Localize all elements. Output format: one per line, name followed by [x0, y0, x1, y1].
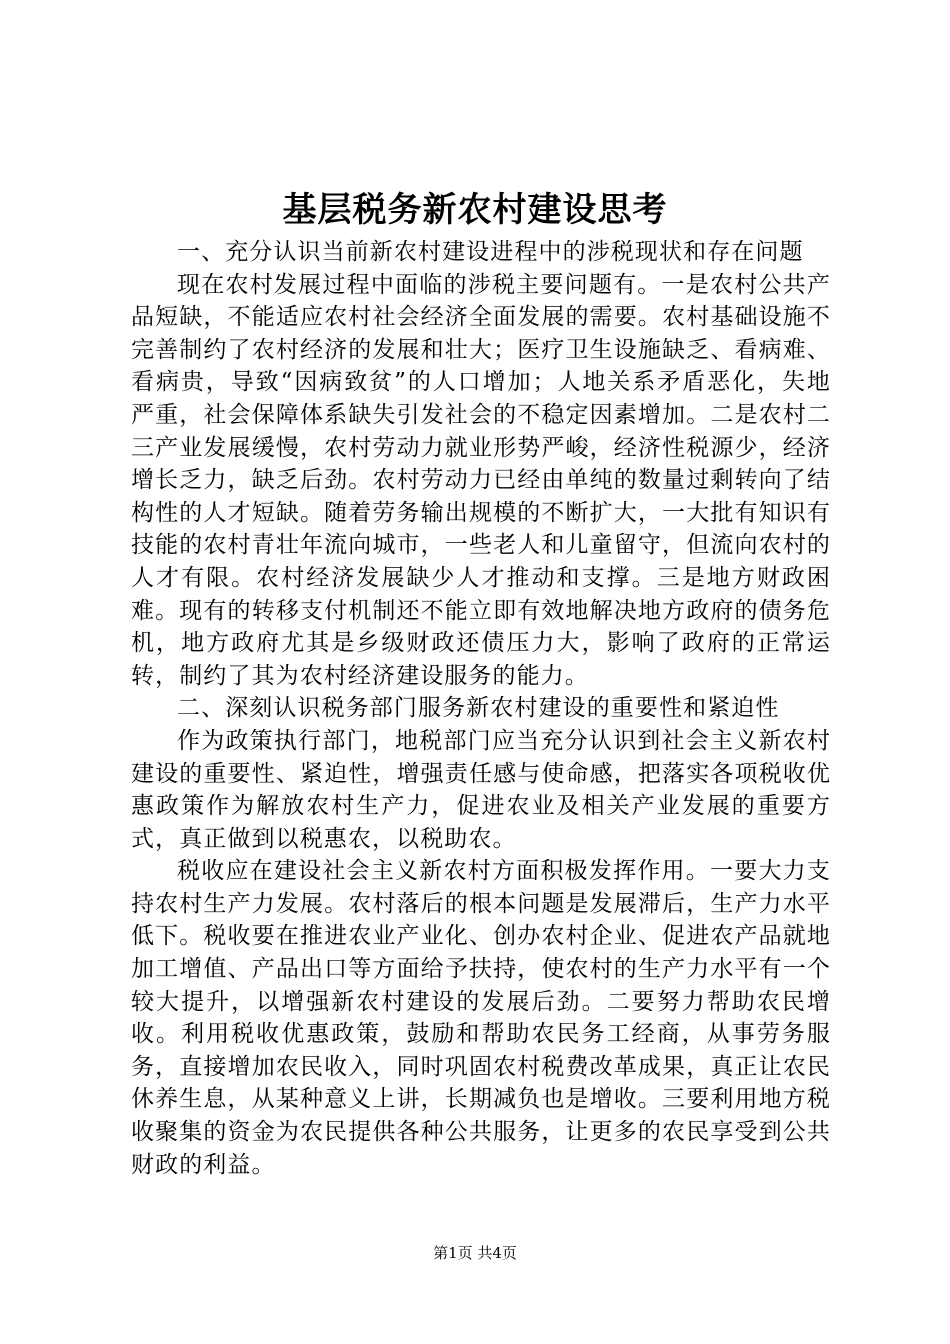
- document-body: [131, 236, 831, 1181]
- paragraph-1: 现在农村发展过程中面临的涉税主要问题有。一是农村公共产品短缺，不能适应农村社会经济全面发展的需要。农村基础设施不完善制约了农村经济的发展和壮大；医疗卫生设施缺乏、看病难、看病贵，导致“因病致贫”的人口增加；人地关系矛盾恶化，失地严重，社会保障体系缺失引发社会的不稳定因素增加。二是农村二三产业发展缓慢，农村劳动力就业形势严峻，经济性税源少，经济增长乏力，缺乏后劲。农村劳动力已经由单纯的数量过剩转向了结构性的人才短缺。随着劳务输出规模的不断扩大，一大批有知识有技能的农村青壮年流向城市，一些老人和儿童留守，但流向农村的人才有限。农村经济发展缺少人才推动和支撑。三是地方财政困难。现有的转移支付机制还不能立即有效地解决地方政府的债务危机，地方政府尤其是乡级财政还债压力大，影响了政府的正常运转，制约了其为农村经济建设服务的能力。: [131, 271, 831, 689]
- paragraph-3: 税收应在建设社会主义新农村方面积极发挥作用。一要大力支持农村生产力发展。农村落后的根本问题是发展滞后，生产力水平低下。税收要在推进农业产业化、创办农村企业、促进农产品就地加工增值、产品出口等方面给予扶持，使农村的生产力水平有一个较大提升，以增强新农村建设的发展后劲。二要努力帮助农民增收。利用税收优惠政策，鼓励和帮助农民务工经商，从事劳务服务，直接增加农民收入，同时巩固农村税费改革成果，真正让农民休养生息，从某种意义上讲，长期减负也是增收。三要利用地方税收聚集的资金为农民提供各种公共服务，让更多的农民享受到公共财政的利益。: [131, 858, 831, 1178]
- paragraph-2: 作为政策执行部门，地税部门应当充分认识到社会主义新农村建设的重要性、紧迫性，增强责任感与使命感，把落实各项税收优惠政策作为解放农村生产力，促进农业及相关产业发展的重要方式，真正做到以税惠农，以税助农。: [131, 727, 831, 852]
- document-title: 基层税务新农村建设思考: [282, 190, 668, 230]
- page-footer: 第1页 共4页: [433, 1244, 517, 1262]
- section-heading-1: 一、充分认识当前新农村建设进程中的涉税现状和存在问题: [177, 239, 804, 265]
- section-heading-2: 二、深刻认识税务部门服务新农村建设的重要性和紧迫性: [177, 695, 780, 722]
